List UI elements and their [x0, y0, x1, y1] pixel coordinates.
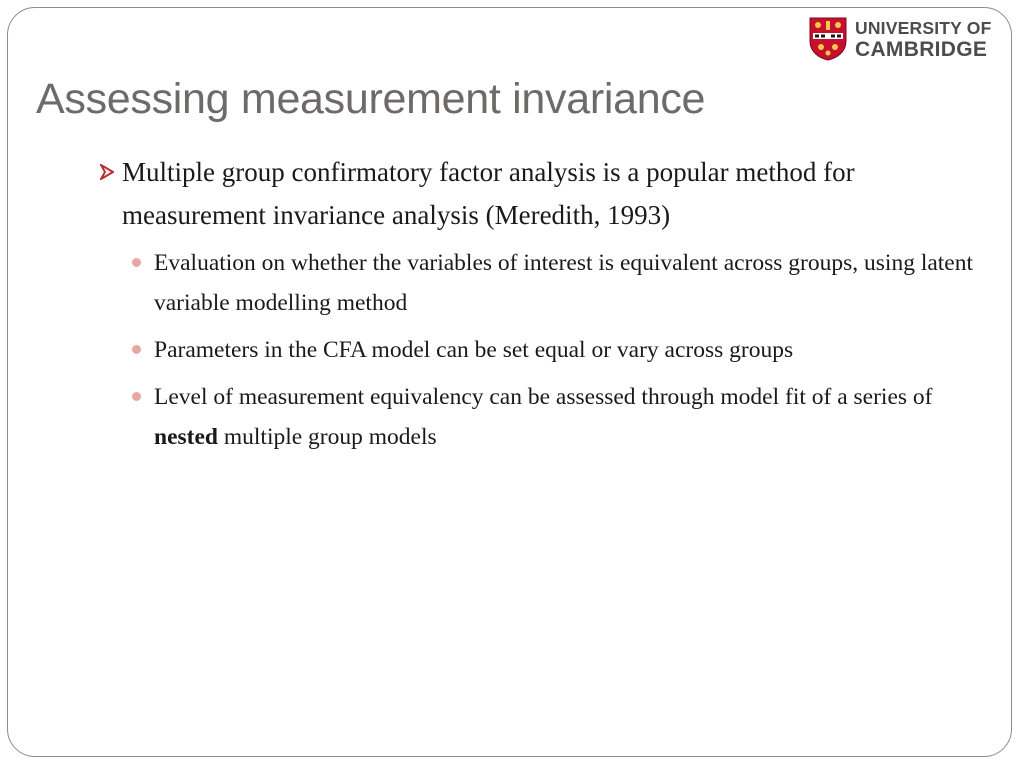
sub-bullet-text: Parameters in the CFA model can be set equal or vary across groups — [154, 337, 794, 363]
sub-bullet-text-after: multiple group models — [217, 424, 437, 450]
logo-line-2: CAMBRIDGE — [855, 38, 988, 61]
logo-line-1: UNIVERSITY OF — [855, 18, 992, 38]
dot-bullet-icon — [132, 345, 141, 354]
bullet-text: Multiple group confirmatory factor analysis is a popular method for measurement invariance analysis (Meredith, 1993) — [122, 157, 855, 230]
bullet-level-1 — [96, 151, 976, 237]
university-logo — [809, 16, 991, 62]
sub-bullet-item — [96, 377, 976, 457]
sub-bullet-item — [96, 243, 976, 323]
slide-body — [96, 151, 976, 464]
sub-bullet-text: Evaluation on whether the variables of interest is equivalent across groups, using latent variable modelling method — [154, 250, 974, 316]
dot-bullet-icon — [132, 392, 141, 401]
sub-bullet-text-before: Level of measurement equivalency can be assessed through model fit of a series of — [154, 384, 933, 410]
university-crest-icon — [809, 17, 847, 61]
sub-bullet-item — [96, 330, 976, 370]
slide-title: Assessing measurement invariance — [36, 75, 706, 123]
sub-bullet-list — [96, 243, 976, 457]
emphasis-nested: nested — [154, 424, 218, 450]
arrowhead-bullet-icon — [96, 151, 118, 194]
logo-wordmark — [855, 17, 991, 61]
dot-bullet-icon — [132, 258, 141, 267]
